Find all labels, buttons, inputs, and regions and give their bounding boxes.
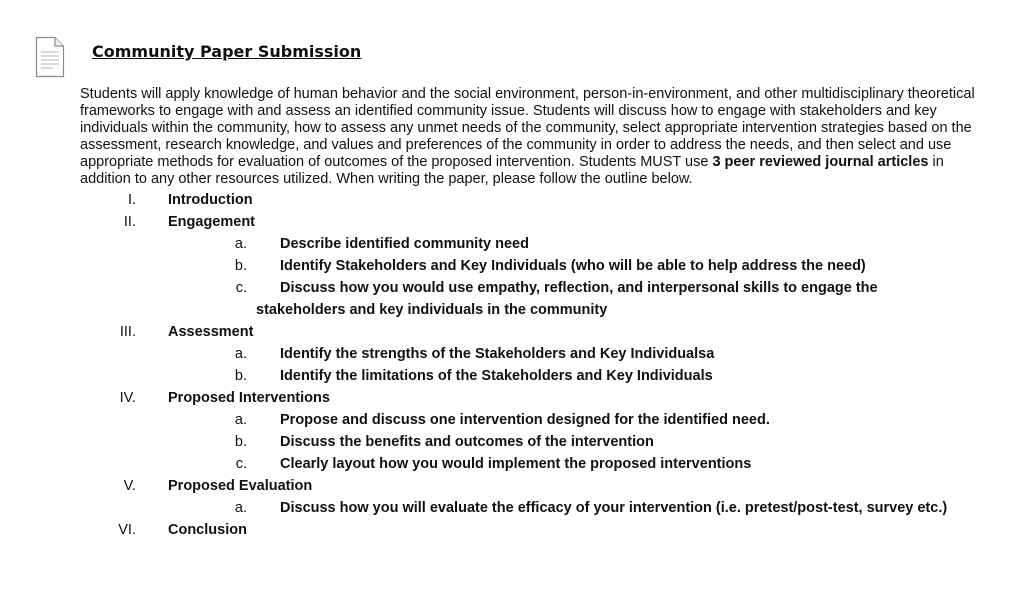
outline-subitem (0, 277, 1024, 299)
document-title[interactable]: Community Paper Submission (92, 42, 362, 61)
outline-item-engagement (0, 211, 1024, 233)
subitem-marker: b. (234, 434, 247, 450)
subitem-marker: b. (234, 258, 247, 274)
intro-text-2: in addition to any other resources utilized. When writing the paper, please follow the outline below. (80, 154, 944, 187)
outline-item-assessment (0, 321, 1024, 343)
outline-list (0, 189, 1024, 541)
subitem-label: Discuss how you will evaluate the efficacy of your intervention (i.e. pretest/post-test, survey etc.) (280, 500, 948, 516)
intro-text-1: Students will apply knowledge of human behavior and the social environment, person-in-environment, and other multidisciplinary theoretical frameworks to engage with and assess an identified community issue. Students will discuss how to engage with stakeholders and key individuals within the community, how to assess any unmet needs of the community, select appropriate intervention strategies based on the assessment, research knowledge, and values and preferences of the community in order to address the needs, and then select and use appropriate methods for evaluation of outcomes of the proposed intervention. Students MUST use (80, 86, 975, 170)
outline-label: Assessment (168, 324, 254, 340)
subitem-label: Describe identified community need (280, 236, 529, 252)
subitem-label: Clearly layout how you would implement the proposed interventions (280, 456, 752, 472)
outline-item-proposed-interventions (0, 387, 1024, 409)
outline-marker: II. (123, 214, 136, 230)
subitem-label: Discuss how you would use empathy, reflection, and interpersonal skills to engage the (280, 280, 878, 296)
subitem-label: Identify the limitations of the Stakeholders and Key Individuals (280, 368, 713, 384)
outline-subitem (0, 255, 1024, 277)
outline-item-proposed-evaluation (0, 475, 1024, 497)
subitem-label-continuation: stakeholders and key individuals in the community (256, 302, 608, 318)
outline-item-conclusion (0, 519, 1024, 541)
subitem-marker: a. (234, 236, 247, 252)
outline-subitem (0, 409, 1024, 431)
outline-subitem-continuation (0, 299, 1024, 321)
outline-marker: I. (127, 192, 136, 208)
subitem-marker: b. (234, 368, 247, 384)
outline-subitem (0, 431, 1024, 453)
subitem-label: Identify Stakeholders and Key Individuals (who will be able to help address the need) (280, 258, 866, 274)
outline-marker: V. (123, 478, 136, 494)
subitem-label: Propose and discuss one intervention designed for the identified need. (280, 412, 770, 428)
outline-subitem (0, 497, 1024, 519)
document-icon (35, 36, 65, 78)
outline-item-introduction (0, 189, 1024, 211)
subitem-marker: a. (234, 412, 247, 428)
subitem-marker: c. (235, 456, 247, 472)
outline-subitem (0, 233, 1024, 255)
subitem-marker: a. (234, 500, 247, 516)
outline-label: Introduction (168, 192, 253, 208)
outline-label: Proposed Evaluation (168, 478, 313, 494)
subitem-marker: c. (235, 280, 247, 296)
intro-paragraph (80, 86, 995, 188)
outline-subitem (0, 365, 1024, 387)
intro-bold-text: 3 peer reviewed journal articles (712, 154, 929, 170)
outline-label: Proposed Interventions (168, 390, 330, 406)
outline-label: Engagement (168, 214, 256, 230)
outline-marker: IV. (119, 390, 136, 406)
outline-marker: III. (119, 324, 136, 340)
outline-subitem (0, 343, 1024, 365)
subitem-marker: a. (234, 346, 247, 362)
outline-label: Conclusion (168, 522, 247, 538)
outline-marker: VI. (118, 522, 136, 538)
subitem-label: Identify the strengths of the Stakeholders and Key Individualsa (280, 346, 715, 362)
outline-subitem (0, 453, 1024, 475)
subitem-label: Discuss the benefits and outcomes of the intervention (280, 434, 654, 450)
